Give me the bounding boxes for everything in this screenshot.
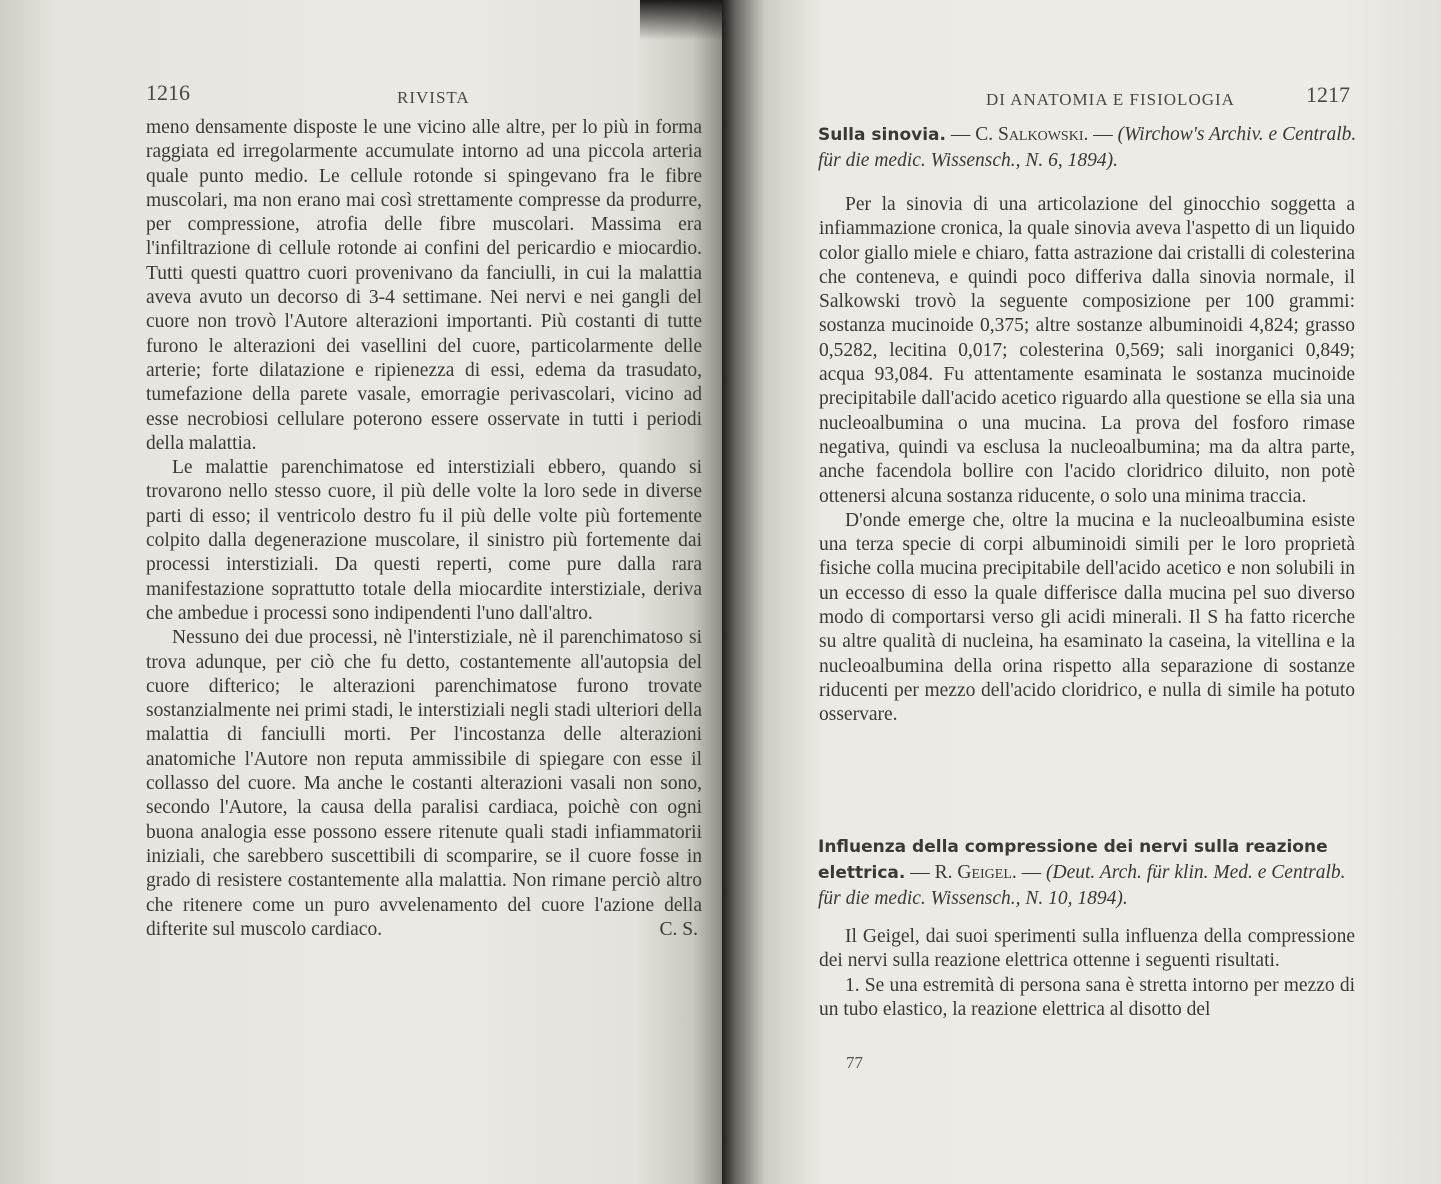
paragraph: Le malattie parenchimatose ed interstiziali ebbero, quando si trovarono nello stesso cuore, il più delle volte la loro sede in diverse parti di esso; il ventricolo destro fu il più delle volte più fortemente colpito dalla degenerazione muscolare, il sinistro più fortemente dai processi interstiziali. Da questi reperti, come pure dalla rara manifestazione soprattutto totale della miocardite interstiziale, deriva che ambedue i processi sono indipendenti l'uno dall'altro. bbox=[146, 457, 702, 624]
article-author: C. Salkowski. bbox=[975, 124, 1089, 145]
article-source: (Wirchow's Archiv. e Centralb. für die medic. Wissensch., N. 6, 1894). bbox=[818, 124, 1357, 171]
article-source: (Deut. Arch. für klin. Med. e Centralb. für die medic. Wissensch., N. 10, 1894). bbox=[818, 862, 1346, 909]
right-text-article1 bbox=[819, 193, 1355, 728]
paragraph-text: Nessuno dei due processi, nè l'interstiziale, nè il parenchimatoso si trova adunque, per ciò che fu detto, costantemente all'autopsia del cuore difterico; le alterazioni parenchimatose furono trovate sostanzialmente nei primi stadi, le interstiziali negli stadi ulteriori della malattia di fanciulli morti. Per l'incostanza delle alterazioni anatomiche l'Autore non reputa ammissibile di spiegare con esse il collasso del cuore. Ma anche le costanti alterazioni vasali non sono, secondo l'Autore, la causa della paralisi cardiaca, poichè con ogni buona analogia esse possono essere ritenute quali stadi infiammatorii iniziali, che sarebbero suscettibili di scomparire, se il cuore fosse in grado di resistere costantemente alla malattia. Non rimane perciò altro che ritenere come un puro avvelenamento del cuore l'azione della difterite sul muscolo cardiaco. bbox=[146, 627, 702, 940]
paragraph: Per la sinovia di una articolazione del ginocchio soggetta a infiammazione cronica, la quale sinovia aveva l'aspetto di un liquido color giallo miele e chiaro, fatta astrazione dai cristalli di colesterina che conteneva, e quindi poco differiva dalla sinovia normale, il Salkowski trovò la seguente composizione per 100 grammi: sostanza mucinoide 0,375; altre sostanze albuminoidi 4,824; grasso 0,5282, lecitina 0,017; colesterina 0,569; sali inorganici 0,849; acqua 93,084. Fu attentamente esaminata le sostanza mucinoide precipitabile dall'acido acetico riguardo alla questione se ella sia una nucleoalbumina o una mucina. La prova del fosforo rimase negativa, quindi va esclusa la nucleoalbumina; ma da altra parte, anche facendola bollire con l'acido cloridrico diluito, non potè ottenersi alcuna sostanza riducente, o solo una minima traccia. bbox=[819, 194, 1355, 507]
signature-mark: 77 bbox=[846, 1053, 863, 1072]
article-heading-geigel: Influenza della compressione dei nervi sulla reazione elettrica. — R. Geigel. — (Deut. Arch. für klin. Med. e Centralb. für die medic. Wissensch., N. 10, 1894). bbox=[818, 837, 1346, 909]
author-signature: C. S. bbox=[659, 918, 698, 940]
left-text-column bbox=[146, 116, 702, 942]
paragraph: D'onde emerge che, oltre la mucina e la nucleoalbumina esiste una terza specie di corpi albuminoidi simili per le loro proprietà fisiche colla mucina precipitabile dell'acido acetico e non solubili in un eccesso di esso la quale differisce dalla mucina pel suo diverso modo di comportarsi verso gli acidi minerali. Il S ha fatto ricerche su altre qualità di nucleina, ha esaminato la caseina, la vitellina e la nucleoalbumina della orina rispetto alla separazione di sostanze riducenti per mezzo dell'acido cloridrico, e nulla di simile ha potuto osservare. bbox=[819, 509, 1355, 726]
article-heading-sinovia: Sulla sinovia. — C. Salkowski. — (Wirchow's Archiv. e Centralb. für die medic. Wissensch., N. 6, 1894). bbox=[818, 124, 1357, 171]
article-author: R. Geigel. bbox=[934, 862, 1017, 883]
paragraph bbox=[146, 626, 702, 942]
right-text-article2 bbox=[819, 925, 1355, 1022]
paragraph: Il Geigel, dai suoi sperimenti sulla influenza della compressione dei nervi sulla reazione elettrica ottenne i seguenti risultati. bbox=[819, 926, 1355, 972]
paragraph: 1. Se una estremità di persona sana è stretta intorno per mezzo di un tubo elastico, la reazione elettrica al disotto del bbox=[819, 974, 1355, 1020]
paragraph: meno densamente disposte le une vicino alle altre, per lo più in forma raggiata ed irregolarmente accumulate intorno ad una piccola arteria quale punto medio. Le cellule rotonde si spingevano fra le fibre muscolari, ma non erano mai così strettamente compresse da produrre, per compressione, atrofia delle fibre muscolari. Massima era l'infiltrazione di cellule rotonde ai confini del pericardio e miocardio. Tutti questi quattro cuori provenivano da fanciulli, in cui la malattia aveva avuto un decorso di 3-4 settimane. Nei nervi e nei gangli del cuore non trovò l'Autore alterazioni importanti. Più costanti di tutte furono le alterazioni dei vasellini del cuore, particolarmente delle arterie; forte dilatazione e ripienezza di essi, edema da trasudato, tumefazione della parete vasale, emorragie perivascolari, vicino ad esse necrobiosi cellulare poterono essere osservate in tutti i periodi della malattia. bbox=[146, 117, 702, 454]
article-title: Sulla sinovia. bbox=[818, 125, 946, 145]
right-page bbox=[722, 0, 1441, 1184]
right-running-header: DI ANATOMIA E FISIOLOGIA bbox=[986, 90, 1235, 109]
right-page-number: 1217 bbox=[1306, 82, 1350, 107]
article-title: Influenza della compressione dei nervi sulla reazione elettrica. bbox=[818, 837, 1328, 883]
left-page-number: 1216 bbox=[146, 80, 190, 105]
left-running-header: RIVISTA bbox=[397, 88, 470, 107]
